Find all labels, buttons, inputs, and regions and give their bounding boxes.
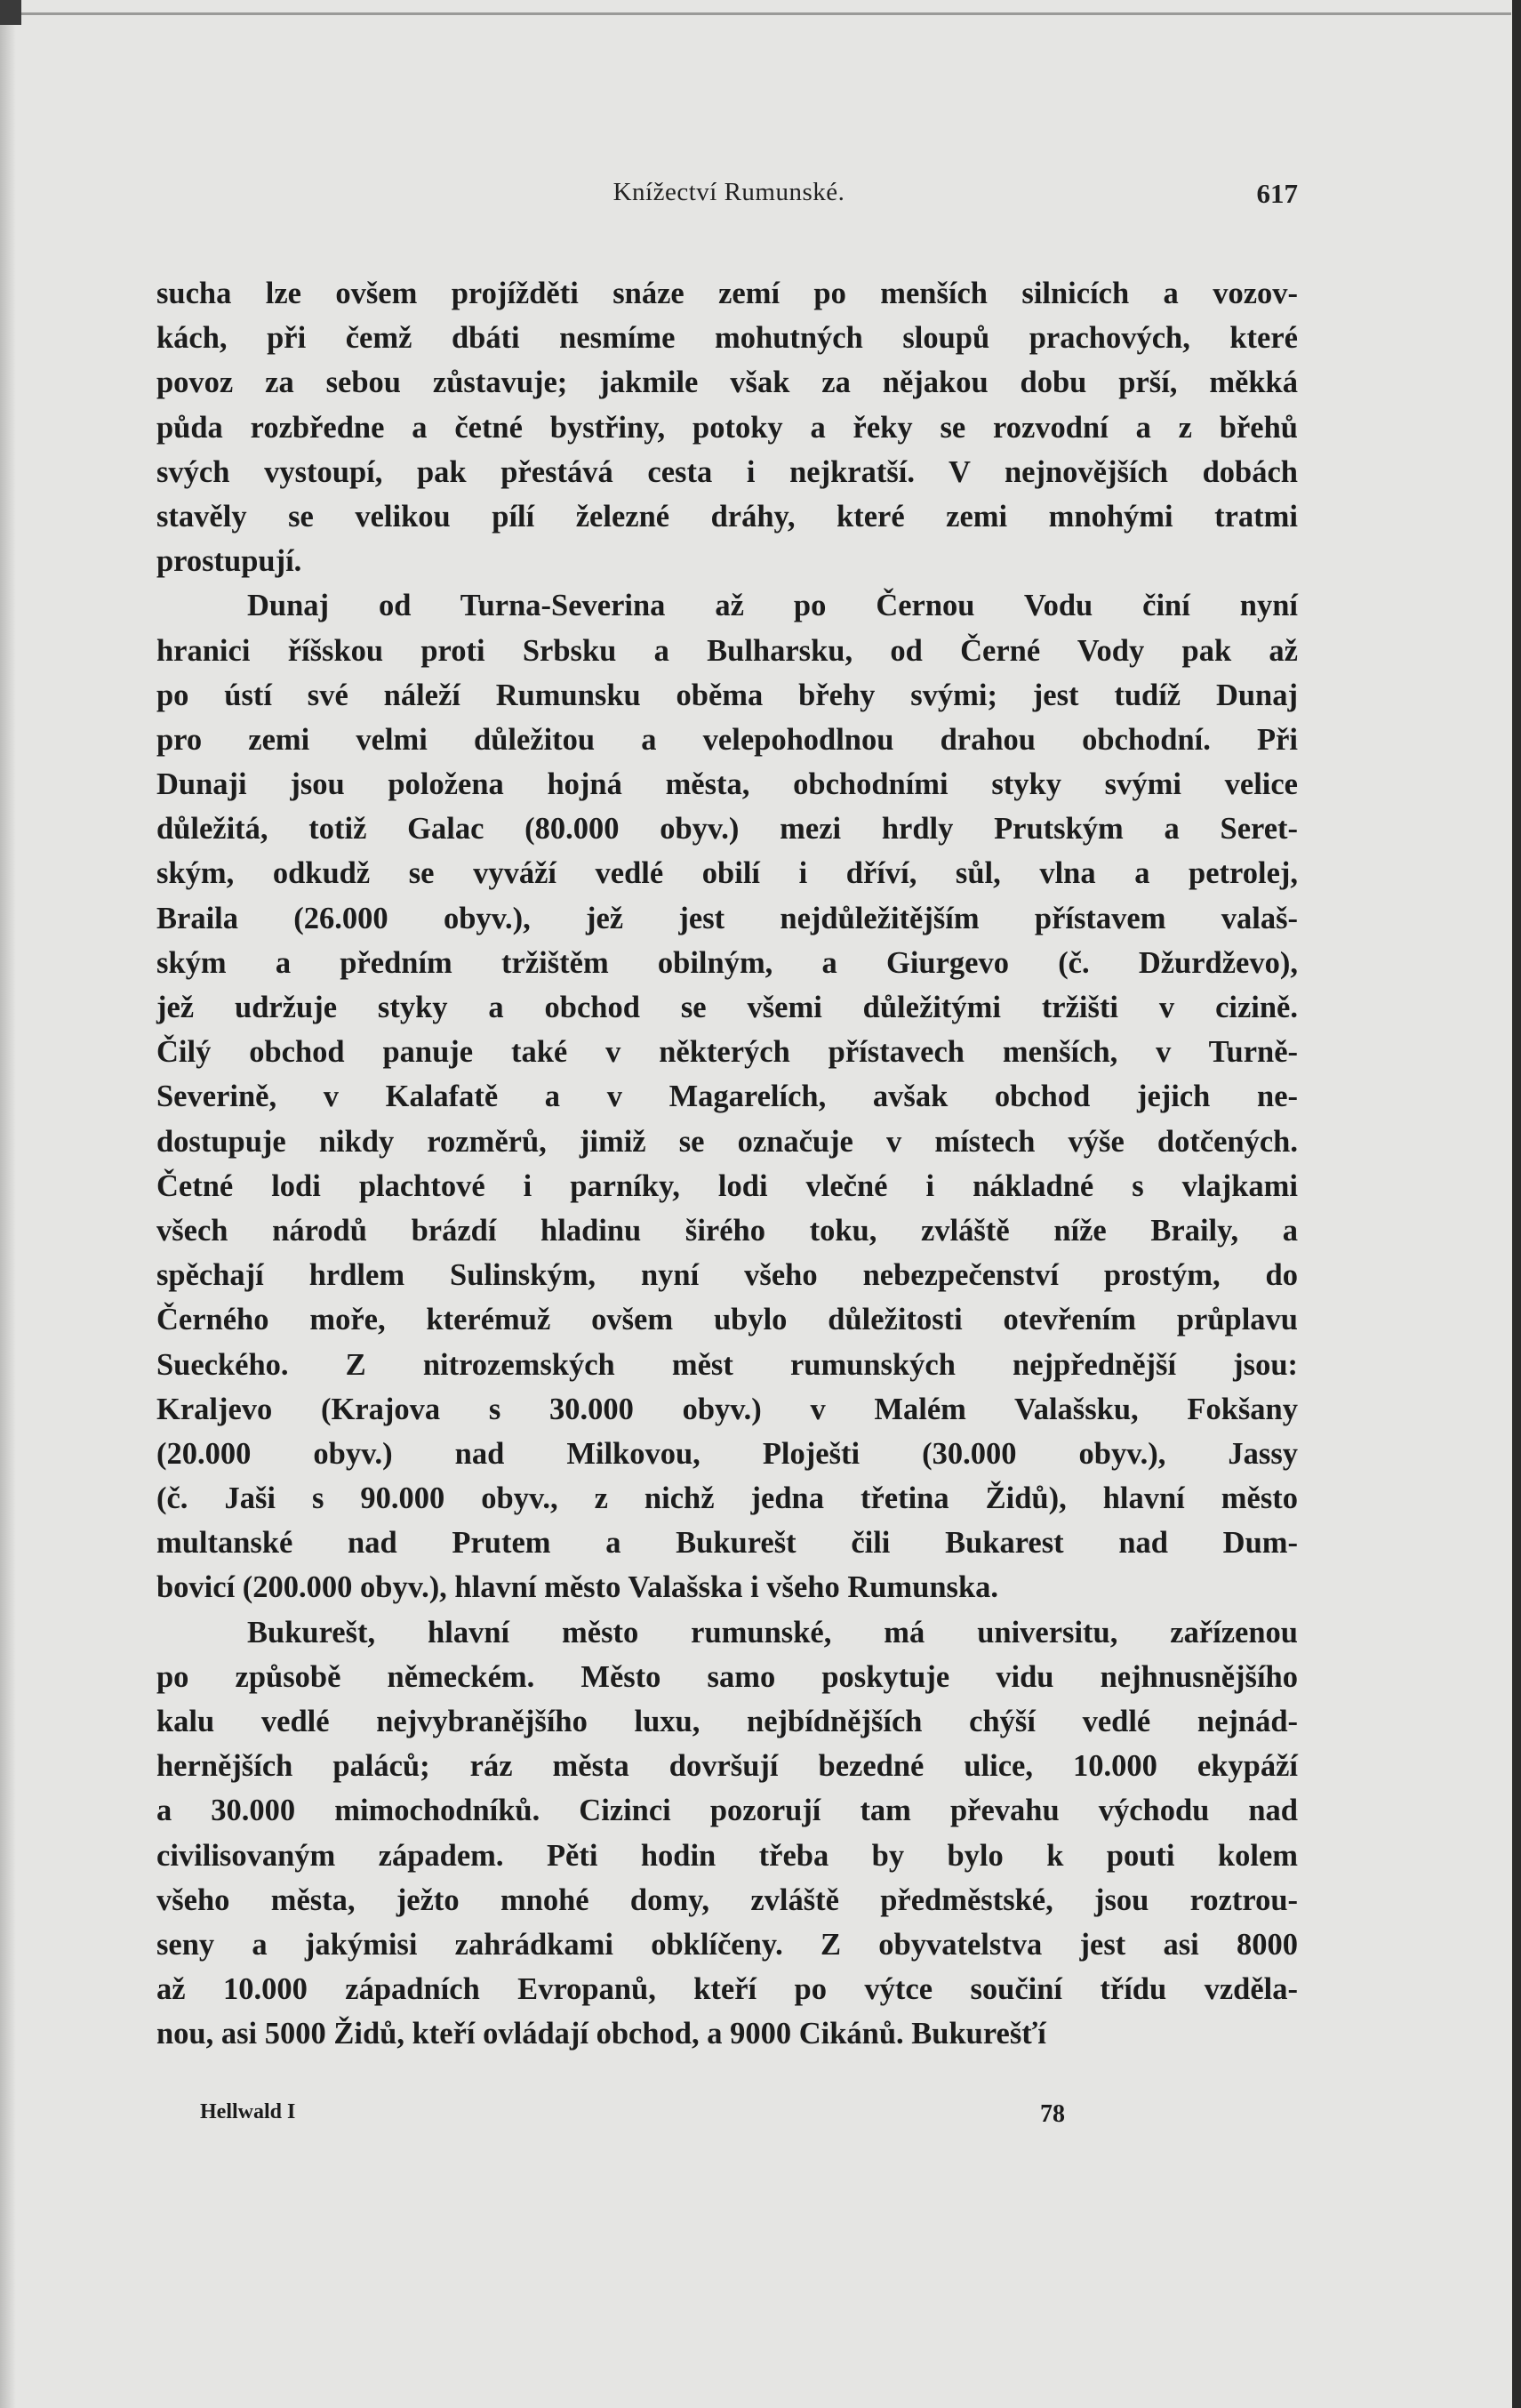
- text-line: povoz za sebou zůstavuje; jakmile však za nějakou dobu prší, měkká: [156, 365, 1298, 400]
- text-line: všech národů brázdí hladinu širého toku, zvláště níže Braily, a: [156, 1213, 1298, 1248]
- text-line: Dunaji jsou položena hojná města, obchodními styky svými velice: [156, 767, 1298, 802]
- page-footer: [200, 2100, 1133, 2132]
- text-line: civilisovaným západem. Pěti hodin třeba by bylo k pouti kolem: [156, 1838, 1298, 1873]
- text-line: Četné lodi plachtové i parníky, lodi vlečné i nákladné s vlajkami: [156, 1168, 1298, 1203]
- paragraph: [156, 1610, 1298, 2057]
- running-title: Knížectví Rumunské.: [612, 178, 845, 206]
- text-line: spěchají hrdlem Sulinským, nyní všeho nebezpečenství prostým, do: [156, 1258, 1298, 1293]
- body-text: [156, 271, 1298, 2057]
- text-line: (20.000 obyv.) nad Milkovou, Ploješti (30.000 obyv.), Jassy: [156, 1436, 1298, 1471]
- text-line: ským, odkudž se vyváží vedlé obilí i dříví, sůl, vlna a petrolej,: [156, 856, 1298, 891]
- text-line: Dunaj od Turna-Severina až po Černou Vodu činí nyní: [247, 589, 1298, 623]
- text-line: dostupuje nikdy rozměrů, jimiž se označuje v místech výše dotčených.: [156, 1124, 1298, 1159]
- page-number: 617: [1256, 178, 1298, 209]
- text-line: a 30.000 mimochodníků. Cizinci pozorují tam převahu východu nad: [156, 1794, 1298, 1828]
- text-line: ským a předním tržištěm obilným, a Giurgevo (č. Džurdževo),: [156, 945, 1298, 980]
- text-line: svých vystoupí, pak přestává cesta i nejkratší. V nejnovějších dobách: [156, 454, 1298, 489]
- paragraph: [156, 583, 1298, 1609]
- text-line: bovicí (200.000 obyv.), hlavní město Valašska i všeho Rumunska.: [156, 1570, 999, 1605]
- scan-corner-mark: [0, 0, 21, 25]
- text-line: stavěly se velikou pílí železné dráhy, které zemi mnohými tratmi: [156, 499, 1298, 534]
- text-line: půda rozbředne a četné bystřiny, potoky a řeky se rozvodní a z břehů: [156, 410, 1298, 445]
- text-line: hranici říšskou proti Srbsku a Bulharsku, od Černé Vody pak až: [156, 633, 1298, 668]
- text-line: po způsobě německém. Město samo poskytuje vidu nejhnusnějšího: [156, 1659, 1298, 1694]
- text-line: Sueckého. Z nitrozemských měst rumunských nejpřednější jsou:: [156, 1347, 1298, 1382]
- running-head: [160, 178, 1298, 213]
- text-line: všeho města, ježto mnohé domy, zvláště předměstské, jsou roztrou-: [156, 1882, 1298, 1917]
- text-line: jež udržuje styky a obchod se všemi důležitými tržišti v cizině.: [156, 991, 1298, 1024]
- paragraph: [156, 271, 1298, 583]
- text-line: kalu vedlé nejvybranějšího luxu, nejbídnějších chýší vedlé nejnád-: [156, 1705, 1298, 1738]
- text-line: sucha lze ovšem projížděti snáze zemí po menších silnicích a vozov-: [156, 277, 1298, 310]
- text-line: seny a jakýmisi zahrádkami obklíčeny. Z obyvatelstva jest asi 8000: [156, 1927, 1298, 1962]
- text-line: nou, asi 5000 Židů, kteří ovládají obchod, a 9000 Cikánů. Bukurešťí: [156, 2017, 1046, 2051]
- text-line: hernějších paláců; ráz města dovršují bezedné ulice, 10.000 ekypáží: [156, 1749, 1298, 1784]
- text-line: Kraljevo (Krajova s 30.000 obyv.) v Malém Valašsku, Fokšany: [156, 1392, 1298, 1426]
- text-line: Severině, v Kalafatě a v Magarelích, avšak obchod jejich ne-: [156, 1080, 1298, 1114]
- text-line: kách, při čemž dbáti nesmíme mohutných sloupů prachových, které: [156, 321, 1298, 356]
- text-line: až 10.000 západních Evropanů, kteří po výtce součiní třídu vzděla-: [156, 1972, 1298, 2007]
- binding-shadow: [0, 0, 16, 2408]
- text-line: po ústí své náleží Rumunsku oběma břehy svými; jest tudíž Dunaj: [156, 678, 1298, 712]
- text-line: (č. Jaši s 90.000 obyv., z nichž jedna třetina Židů), hlavní město: [156, 1481, 1298, 1516]
- printer-signature: Hellwald I: [200, 2100, 296, 2123]
- text-line: prostupují.: [156, 544, 302, 579]
- text-line: Černého moře, kterémuž ovšem ubylo důležitosti otevřením průplavu: [156, 1303, 1298, 1337]
- text-line: Bukurešt, hlavní město rumunské, má universitu, zařízenou: [247, 1615, 1298, 1649]
- text-line: důležitá, totiž Galac (80.000 obyv.) mezi hrdly Prutským a Seret-: [156, 812, 1298, 847]
- text-line: Čilý obchod panuje také v některých přístavech menších, v Turně-: [156, 1035, 1298, 1070]
- text-line: multanské nad Prutem a Bukurešt čili Bukarest nad Dum-: [156, 1526, 1298, 1561]
- scan-edge-line: [0, 12, 1511, 15]
- sheet-number: 78: [1040, 2100, 1065, 2128]
- text-line: Braila (26.000 obyv.), jež jest nejdůležitějším přístavem valaš-: [156, 901, 1298, 935]
- text-line: pro zemi velmi důležitou a velepohodlnou drahou obchodní. Při: [156, 722, 1298, 757]
